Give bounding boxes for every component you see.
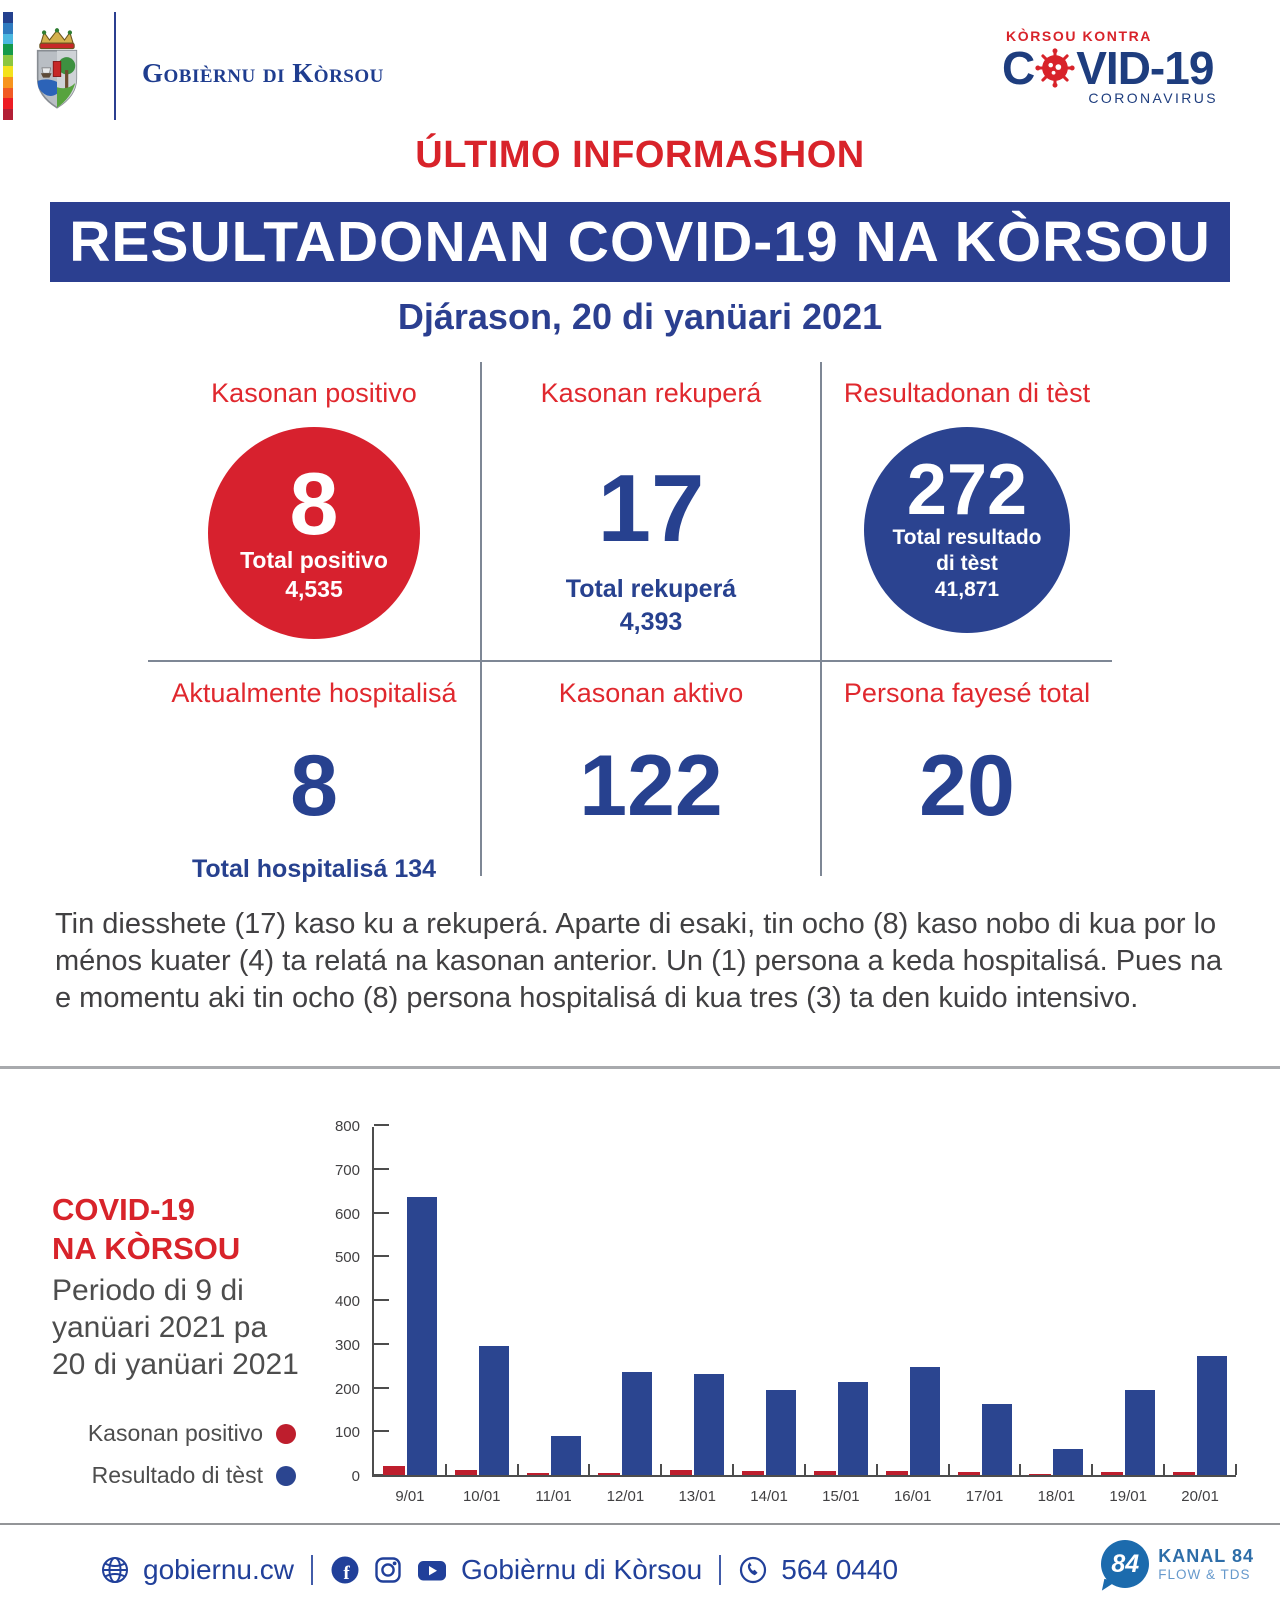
x-tick-label-18/01: 18/01 xyxy=(1037,1488,1076,1505)
bar-positivo-9/01 xyxy=(383,1466,405,1475)
svg-text:f: f xyxy=(343,1563,350,1584)
footer-separator xyxy=(311,1555,313,1585)
bar-test-15/01 xyxy=(838,1382,868,1475)
stat-sub1: Total positivo xyxy=(240,547,388,574)
legend-item-positivo xyxy=(87,1420,296,1447)
y-tick-label-700: 700 xyxy=(334,1161,360,1179)
y-tick-label-0: 0 xyxy=(351,1468,360,1485)
kanal84-text xyxy=(1158,1546,1254,1582)
chart-category-18/01 xyxy=(1020,1127,1092,1505)
stat-sub2: 4,393 xyxy=(619,607,683,636)
chart-category-13/01 xyxy=(661,1127,733,1505)
bar-test-18/01 xyxy=(1053,1449,1083,1475)
x-tick-label-11/01: 11/01 xyxy=(535,1488,572,1505)
y-axis xyxy=(312,1118,364,1485)
positivo-circle xyxy=(208,427,420,639)
stat-value: 8 xyxy=(289,454,339,554)
chart-category-12/01 xyxy=(589,1127,661,1505)
bar-test-9/01 xyxy=(407,1197,437,1475)
bar-group xyxy=(455,1346,509,1475)
kanal84-name: KANAL 84 xyxy=(1158,1546,1254,1567)
bar-positivo-12/01 xyxy=(598,1473,620,1475)
campaign-wordmark xyxy=(1002,44,1218,92)
page-title: RESULTADONAN COVID-19 NA KÒRSOU xyxy=(69,210,1211,274)
summary-paragraph: Tin diesshete (17) kaso ku a rekuperá. Aparte di esaki, tin ocho (8) kaso nobo di kua por lo ménos kuater (4) ta relatá na kasonan anterior. Un (1) persona a keda hospitalisá. Pues na e momentu aki tin ocho (8) persona hospitalisá di kua tres (3) ta den kuido intensivo. xyxy=(55,908,1223,1014)
stat-subtext xyxy=(893,525,1042,604)
stat-sub3: 41,871 xyxy=(934,578,1000,602)
legend-item-test xyxy=(91,1462,296,1489)
chart-category-19/01 xyxy=(1092,1127,1164,1505)
stat-value: 17 xyxy=(597,455,705,562)
stats-grid xyxy=(148,362,1112,883)
footer-separator xyxy=(719,1555,721,1585)
chart-category-11/01 xyxy=(518,1127,590,1505)
stat-cell-fayese xyxy=(820,660,1112,876)
flag-stripe-segment-4 xyxy=(3,55,13,66)
campaign-subtitle: CORONAVIRUS xyxy=(1088,90,1218,107)
chart-period-line2: yanüari 2021 pa xyxy=(52,1311,268,1344)
flag-stripe-segment-9 xyxy=(3,109,13,120)
stat-sub1: Total rekuperá xyxy=(565,575,737,603)
bar-positivo-11/01 xyxy=(527,1473,549,1475)
wordmark-c: C xyxy=(1002,42,1035,94)
bar-positivo-13/01 xyxy=(670,1470,692,1475)
report-date: Djárason, 20 di yanüari 2021 xyxy=(397,296,883,337)
stat-sub1: Total resultado xyxy=(892,525,1042,549)
x-tick-label-20/01: 20/01 xyxy=(1181,1488,1219,1505)
bar-test-13/01 xyxy=(694,1374,724,1476)
plot-area xyxy=(372,1127,1236,1505)
chart-title-line1: COVID-19 xyxy=(52,1192,195,1227)
stat-label: Kasonan positivo xyxy=(211,378,417,408)
legend-dot-red xyxy=(276,1424,296,1444)
instagram-icon xyxy=(373,1555,403,1585)
stat-sub2: 4,535 xyxy=(285,575,343,602)
chart-category-20/01 xyxy=(1164,1127,1236,1505)
kanal84-bubble: 84 xyxy=(1101,1540,1149,1588)
stat-value: 272 xyxy=(906,450,1028,531)
stat-cell-rekupera xyxy=(480,362,820,660)
bar-positivo-19/01 xyxy=(1101,1472,1123,1475)
flag-stripe-segment-1 xyxy=(3,23,13,34)
youtube-icon xyxy=(416,1555,448,1585)
stat-cell-aktivo xyxy=(480,660,820,876)
chart-period-line3: 20 di yanüari 2021 xyxy=(52,1348,299,1381)
bar-group xyxy=(527,1436,581,1475)
y-tick-label-100: 100 xyxy=(334,1424,360,1442)
stat-label: Persona fayesé total xyxy=(843,678,1091,708)
flag-stripe-segment-7 xyxy=(3,88,13,99)
x-tick-label-13/01: 13/01 xyxy=(678,1488,716,1505)
government-name: Gobièrnu di Kòrsou xyxy=(142,58,384,88)
chart-period xyxy=(52,1272,299,1383)
facebook-icon xyxy=(330,1555,360,1585)
stat-subtext xyxy=(240,546,388,604)
y-tick-label-500: 500 xyxy=(334,1249,360,1267)
chart-period-line1: Periodo di 9 di xyxy=(52,1274,244,1307)
page-kicker: ÚLTIMO INFORMASHON xyxy=(415,134,865,176)
bar-group xyxy=(814,1382,868,1475)
x-tick-label-17/01: 17/01 xyxy=(965,1488,1004,1505)
stat-subtext xyxy=(482,573,820,638)
stat-cell-positivo xyxy=(148,362,480,660)
section-divider xyxy=(0,1066,1280,1069)
virus-icon xyxy=(1035,48,1075,88)
covid19-campaign-logo xyxy=(1002,28,1218,106)
chart-category-17/01 xyxy=(949,1127,1021,1505)
stat-label: Kasonan aktivo xyxy=(558,678,744,708)
stat-value: 122 xyxy=(579,738,723,834)
x-tick-label-10/01: 10/01 xyxy=(462,1488,501,1505)
stat-cell-hospital xyxy=(148,660,480,883)
chart-category-9/01 xyxy=(374,1127,446,1505)
bar-group xyxy=(1173,1356,1227,1475)
flag-stripe-segment-5 xyxy=(3,66,13,77)
wordmark-rest: VID-19 xyxy=(1076,42,1214,94)
bar-test-17/01 xyxy=(982,1404,1012,1475)
bar-positivo-14/01 xyxy=(742,1471,764,1475)
stat-value: 8 xyxy=(290,738,338,834)
bar-test-12/01 xyxy=(622,1372,652,1475)
stat-sub2: di tèst xyxy=(936,552,998,576)
flag-stripe-segment-2 xyxy=(3,34,13,45)
footer-phone: 564 0440 xyxy=(781,1554,899,1585)
y-tick-label-600: 600 xyxy=(334,1205,360,1223)
legend-label: Resultado di tèst xyxy=(91,1462,263,1488)
bar-test-16/01 xyxy=(910,1367,940,1475)
header-divider xyxy=(114,12,116,120)
bar-positivo-10/01 xyxy=(455,1470,477,1475)
bar-group xyxy=(1101,1390,1155,1475)
kanal84-logo xyxy=(1101,1540,1254,1588)
whatsapp-icon xyxy=(738,1555,768,1585)
x-tick-label-14/01: 14/01 xyxy=(750,1488,788,1505)
bar-group xyxy=(958,1404,1012,1475)
x-tick-label-9/01: 9/01 xyxy=(395,1488,425,1505)
bar-test-14/01 xyxy=(766,1390,796,1475)
bar-positivo-17/01 xyxy=(958,1472,980,1475)
stat-label: Resultadonan di tèst xyxy=(843,378,1091,408)
stat-cell-test xyxy=(820,362,1112,660)
chart-legend xyxy=(87,1420,296,1504)
bar-group xyxy=(742,1390,796,1475)
legend-label: Kasonan positivo xyxy=(87,1420,263,1446)
campaign-kicker: KÒRSOU KONTRA xyxy=(1006,28,1153,44)
y-tick-label-400: 400 xyxy=(334,1293,360,1310)
flag-stripe-segment-6 xyxy=(3,77,13,88)
y-tick-label-200: 200 xyxy=(334,1380,360,1398)
bar-group xyxy=(886,1367,940,1475)
bar-test-20/01 xyxy=(1197,1356,1227,1475)
bar-group xyxy=(670,1374,724,1476)
globe-icon xyxy=(100,1555,130,1585)
bar-test-19/01 xyxy=(1125,1390,1155,1475)
bar-positivo-18/01 xyxy=(1029,1474,1051,1475)
bar-group xyxy=(1029,1449,1083,1475)
flag-stripe-segment-0 xyxy=(3,12,13,23)
legend-dot-blue xyxy=(276,1466,296,1486)
chart-title xyxy=(52,1190,240,1268)
stat-subtext: Total hospitalisá 134 xyxy=(191,855,437,883)
bar-positivo-15/01 xyxy=(814,1471,836,1475)
y-tick-label-300: 300 xyxy=(334,1336,360,1354)
bar-test-11/01 xyxy=(551,1436,581,1475)
test-circle xyxy=(864,427,1070,633)
x-tick-label-16/01: 16/01 xyxy=(893,1488,932,1505)
chart-category-10/01 xyxy=(446,1127,518,1505)
flag-stripe-segment-8 xyxy=(3,98,13,109)
bar-test-10/01 xyxy=(479,1346,509,1475)
stat-value: 20 xyxy=(919,738,1015,834)
bar-group xyxy=(598,1372,652,1475)
bar-positivo-16/01 xyxy=(886,1471,908,1475)
curacao-coat-of-arms xyxy=(28,26,86,112)
bar-group xyxy=(383,1197,437,1475)
kanal84-tagline: FLOW & TDS xyxy=(1158,1566,1251,1582)
chart-category-14/01 xyxy=(733,1127,805,1505)
chart-category-15/01 xyxy=(805,1127,877,1505)
x-tick-label-12/01: 12/01 xyxy=(606,1488,645,1505)
chart-category-16/01 xyxy=(877,1127,949,1505)
x-tick-label-19/01: 19/01 xyxy=(1109,1488,1147,1505)
footer-website: gobiernu.cw xyxy=(143,1554,294,1585)
bar-chart xyxy=(312,1113,1252,1513)
y-tick-label-800: 800 xyxy=(334,1118,360,1135)
title-banner xyxy=(50,202,1230,282)
footer-divider xyxy=(0,1523,1280,1525)
flag-color-stripe xyxy=(3,12,13,120)
stat-label: Aktualmente hospitalisá xyxy=(171,678,457,708)
y-tick-mark-800 xyxy=(374,1124,389,1126)
flag-stripe-segment-3 xyxy=(3,44,13,55)
chart-title-line2: NA KÒRSOU xyxy=(52,1231,241,1266)
footer xyxy=(100,1546,898,1594)
x-tick-label-15/01: 15/01 xyxy=(822,1488,860,1505)
bar-positivo-20/01 xyxy=(1173,1472,1195,1476)
stat-label: Kasonan rekuperá xyxy=(540,378,762,408)
footer-account: Gobièrnu di Kòrsou xyxy=(460,1554,703,1585)
